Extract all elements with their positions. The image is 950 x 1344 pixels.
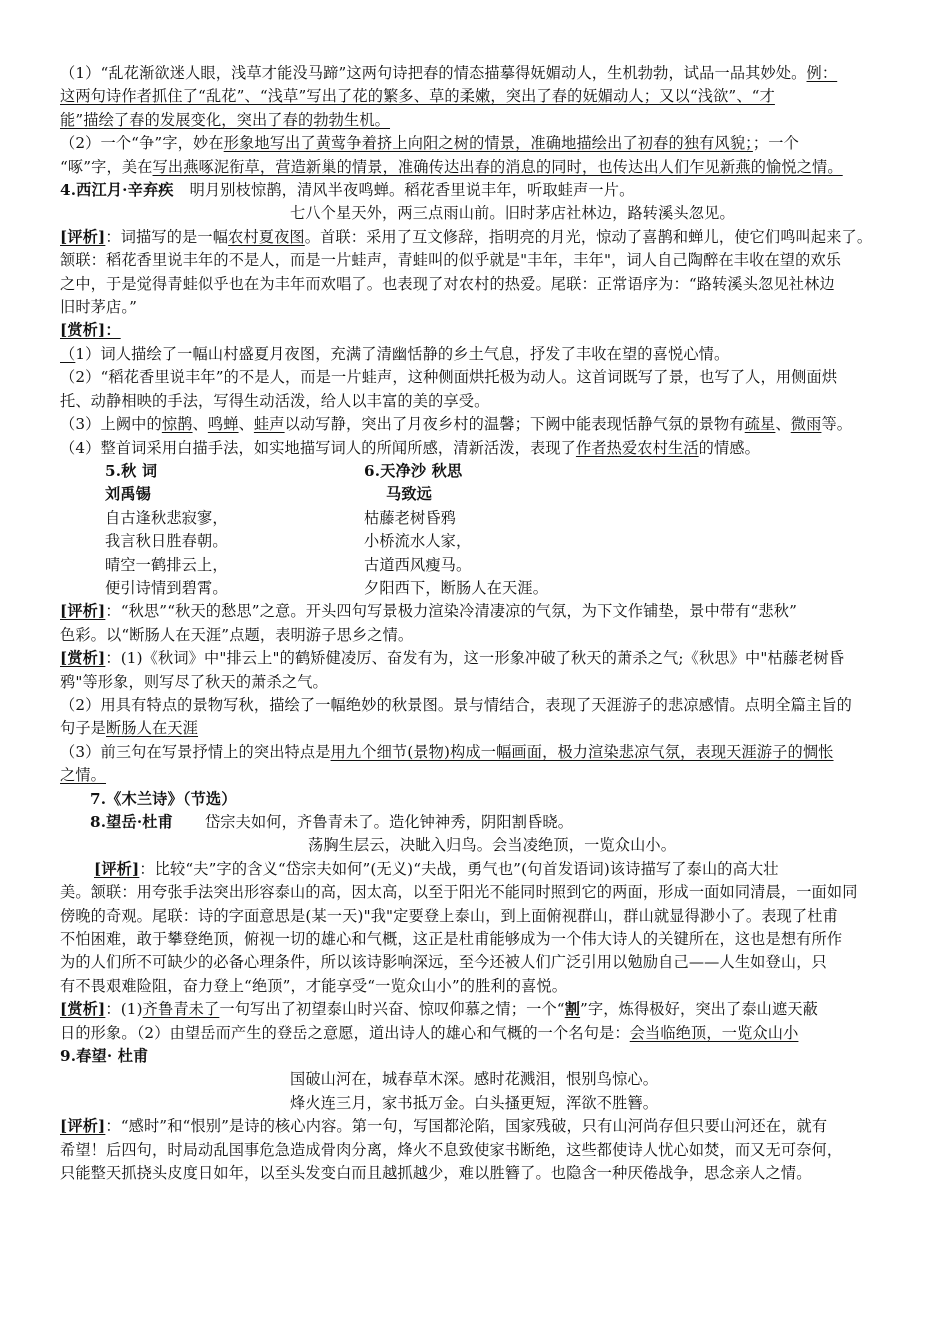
document-page [60, 62, 892, 1186]
s9-poem-line2: 烽火连三月，家书抵万金。白头搔更短，浑欲不胜簪。 [290, 1093, 659, 1112]
s4-heading-line: 4.西江月·辛弃疾 明月别枝惊鹊，清风半夜鸣蝉。稻花香里说丰年，听取蛙声一片。 [60, 181, 635, 200]
s8-pingxi-line6: 有不畏艰难险阻，奋力登上“绝顶”，才能享受“一览众山小”的胜利的喜悦。 [60, 976, 568, 995]
s56-q2-line1: （2）用具有特点的景物写秋，描绘了一幅绝妙的秋景图。景与情结合，表现了天涯游子的悲凉感情。点明全篇主旨的 [60, 695, 853, 714]
s3-q1-line3: 能”描绘了春的发展变化，突出了春的勃勃生机。 [60, 110, 391, 129]
s56-authors [60, 483, 892, 506]
s7-heading: 7.《木兰诗》（节选） [90, 789, 237, 808]
s56-poem-row [60, 554, 892, 577]
s56-pingxi-line1: [评析]：“秋思”“秋天的愁思”之意。开头四句写景极力渲染冷清凄凉的气氛，为下文作铺垫，景中带有“悲秋” [60, 602, 798, 621]
s4-q2-line2: 托、动静相映的手法，写得生动活泼，给人以丰富的美的享受。 [60, 391, 490, 410]
s8-pingxi-line2: 美。颔联：用夸张手法突出形容泰山的高，因太高，以至于阳光不能同时照到它的两面，形成一面如同清晨，一面如同 [60, 883, 858, 902]
s5-poem-line: 自古逢秋悲寂寥， [105, 508, 228, 527]
s56-poem-row [60, 577, 892, 600]
s4-q1: （1）词人描绘了一幅山村盛夏月夜图，充满了清幽恬静的乡土气息，抒发了丰收在望的喜悦心情。 [60, 344, 730, 363]
s4-q2-line1: （2）“稻花香里说丰年”的不是人，而是一片蛙声，这种侧面烘托极为动人。这首词既写了景，也写了人，用侧面烘 [60, 368, 838, 387]
s4-q3: （3）上阙中的惊鹊、鸣蝉、蛙声以动写静，突出了月夜乡村的温馨；下阙中能表现恬静气氛的景物有疏星、微雨等。 [60, 415, 853, 434]
s3-q1-line1: （1）“乱花渐欲迷人眼，浅草才能没马蹄”这两句诗把春的情态描摹得妩媚动人，生机勃勃，试品一品其妙处。例： [60, 64, 838, 82]
s9-poem-line1: 国破山河在，城春草木深。感时花溅泪，恨别鸟惊心。 [290, 1070, 659, 1089]
s5-poem-line: 我言秋日胜春朝。 [105, 532, 228, 551]
s56-poem-row [60, 530, 892, 553]
s56-q2-line2: 句子是断肠人在天涯 [60, 719, 199, 738]
s56-pingxi-line2: 色彩。以“断肠人在天涯”点题，表明游子思乡之情。 [60, 625, 414, 644]
s8-shangxi-line2: 日的形象。（2）由望岳而产生的登岳之意愿，道出诗人的雄心和气概的一个名句是：会当临绝顶，一览众山小 [60, 1023, 799, 1042]
s8-pingxi-line3: 傍晚的奇观。尾联：诗的字面意思是(某一天)"我"定要登上泰山，到上面俯视群山，群山就显得渺小了。表现了杜甫 [60, 906, 838, 925]
s8-heading: 8.望岳·杜甫 [90, 813, 173, 831]
s6-poem-line: 枯藤老树昏鸦 [364, 508, 457, 527]
s5-poem-line: 便引诗情到碧霄。 [105, 578, 228, 597]
s3-q2-line2: “啄”字，美在写出燕啄泥衔草，营造新巢的情景，准确传达出春的消息的同时，也传达出人们乍见新燕的愉悦之情。 [60, 157, 843, 176]
s56-q3-line1: （3）前三句在写景抒情上的突出特点是用九个细节(景物)构成一幅画面，极力渲染悲凉气氛，表现天涯游子的惆怅 [60, 742, 834, 761]
s9-pingxi-line3: 只能整天抓挠头皮度日如年，以至头发变白而且越抓越少，难以胜簪了。也隐含一种厌倦战争，思念亲人之情。 [60, 1164, 812, 1183]
s6-title: 6.天净沙 秋思 [364, 461, 463, 480]
s8-pingxi-line5: 为的人们所不可缺少的必备心理条件，所以该诗影响深远，至今还被人们广泛引用以勉励自己——人生如登山，只 [60, 953, 827, 972]
s5-poem-line: 晴空一鹤排云上， [105, 555, 228, 574]
s56-poem-row [60, 507, 892, 530]
s6-poem-line: 小桥流水人家， [364, 532, 472, 551]
s8-shangxi-line1: [赏析]：(1)齐鲁青未了一句写出了初望泰山时兴奋、惊叹仰慕之情；一个“割”字，炼得极好，突出了泰山遮天蔽 [60, 1000, 819, 1019]
s8-pingxi-line1: [评析]：比较“夫”字的含义“岱宗夫如何”(无义)“夫战，勇气也”(句首发语词)该诗描写了泰山的高大壮 [94, 859, 779, 878]
s56-shangxi-line1: [赏析]：(1)《秋词》中"排云上"的鹤矫健凌厉、奋发有为，这一形象冲破了秋天的萧杀之气;《秋思》中"枯藤老树昏 [60, 649, 845, 668]
s4-pingxi-line1: [评析]：词描写的是一幅农村夏夜图。首联：采用了互文修辞，指明亮的月光，惊动了喜鹊和蝉儿，使它们鸣叫起来了。 [60, 227, 873, 246]
s3-q1-line2: 这两句诗作者抓住了“乱花”、“浅草”写出了花的繁多、草的柔嫩，突出了春的妩媚动人；又以“浅欲”、“才 [60, 87, 775, 106]
s6-author: 马致远 [386, 485, 433, 504]
s9-pingxi-line1: [评析]：“感时”和“恨别”是诗的核心内容。第一句，写国都沦陷，国家残破，只有山河尚存但只要山河还在，就有 [60, 1117, 828, 1136]
s5-author: 刘禹锡 [105, 485, 152, 504]
s9-heading: 9.春望· 杜甫 [60, 1047, 149, 1066]
s9-pingxi-line2: 希望！后四句，时局动乱国事危急造成骨肉分离，烽火不息致使家书断绝，这些都使诗人忧心如焚，而又无可奈何， [60, 1140, 843, 1159]
s8-heading-line: 8.望岳·杜甫 岱宗夫如何，齐鲁青未了。造化钟神秀，阴阳割昏晓。 [90, 813, 574, 831]
s56-titles [60, 460, 892, 483]
s4-q4: （4）整首词采用白描手法，如实地描写词人的所闻所感，清新活泼，表现了作者热爱农村生活的情感。 [60, 438, 761, 457]
s4-poem-line2: 七八个星天外，两三点雨山前。旧时茅店社林边，路转溪头忽见。 [290, 204, 735, 223]
s6-poem-line: 古道西风瘦马。 [364, 555, 472, 574]
s4-pingxi-line4: 旧时茅店。” [60, 298, 138, 317]
s4-pingxi-line3: 之中，于是觉得青蛙似乎也在为丰年而欢唱了。也表现了对农村的热爱。尾联：正常语序为：“路转溪头忽见社林边 [60, 274, 835, 293]
s6-poem-line: 夕阳西下，断肠人在天涯。 [364, 578, 549, 597]
s8-poem-line2: 荡胸生层云，决眦入归鸟。会当凌绝顶，一览众山小。 [308, 836, 677, 855]
s4-shangxi-label: [赏析]： [60, 321, 121, 340]
s8-pingxi-line4: 不怕困难，敢于攀登绝顶，俯视一切的雄心和气概，这正是杜甫能够成为一个伟大诗人的关键所在，这也是想有所作 [60, 930, 843, 949]
s56-shangxi-line2: 鸦"等形象，则写尽了秋天的萧杀之气。 [60, 672, 328, 691]
s56-q3-line2: 之情。 [60, 766, 107, 785]
s5-title: 5.秋 词 [105, 461, 158, 480]
s3-q2-line1: （2）一个“争”字，妙在形象地写出了黄莺争着挤上向阳之树的情景，准确地描绘出了初春的独有风貌；；一个 [60, 134, 799, 153]
s4-heading: 4.西江月·辛弃疾 [60, 181, 174, 200]
s4-pingxi-line2: 颔联：稻花香里说丰年的不是人，而是一片蛙声，青蛙叫的似乎就是"丰年，丰年"，词人自己陶醉在丰收在望的欢乐 [60, 251, 842, 270]
